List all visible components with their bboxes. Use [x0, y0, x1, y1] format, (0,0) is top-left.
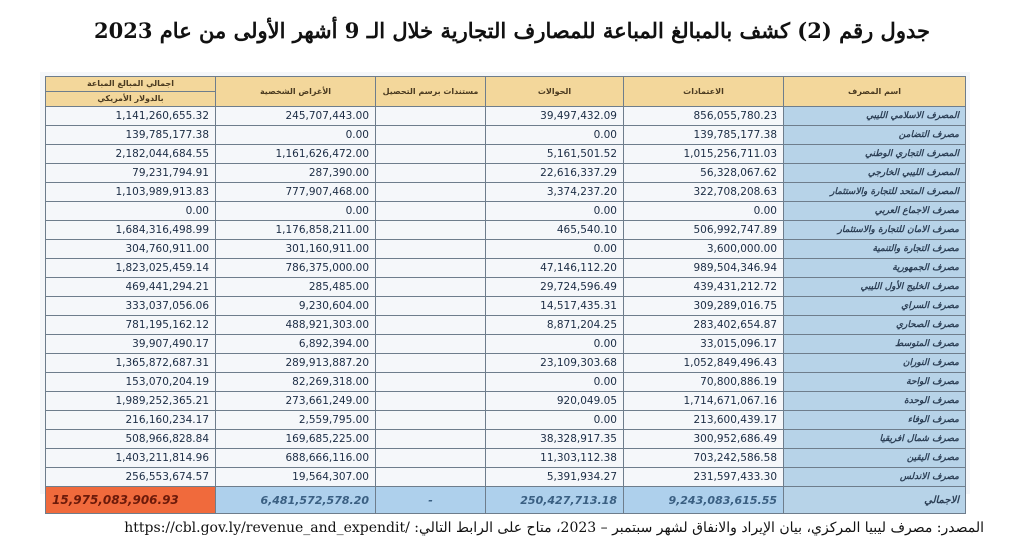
- table-row: [46, 240, 966, 259]
- cell-credits: 3,600,000.00: [624, 240, 784, 259]
- cell-collection: [376, 126, 486, 145]
- cell-credits: 856,055,780.23: [624, 107, 784, 126]
- cell-credits: 703,242,586.58: [624, 449, 784, 468]
- table-row: [46, 297, 966, 316]
- total-collection: -: [376, 487, 486, 514]
- cell-credits: 506,992,747.89: [624, 221, 784, 240]
- cell-bank-name: مصرف الخليج الأول الليبي: [784, 278, 966, 297]
- table-header-row: [46, 77, 966, 107]
- header-usd-total: [46, 77, 216, 107]
- cell-personal: 488,921,303.00: [216, 316, 376, 335]
- table-row: [46, 183, 966, 202]
- cell-personal: 777,907,468.00: [216, 183, 376, 202]
- cell-usd-total: 508,966,828.84: [46, 430, 216, 449]
- cell-personal: 9,230,604.00: [216, 297, 376, 316]
- table-row: [46, 449, 966, 468]
- cell-personal: 6,892,394.00: [216, 335, 376, 354]
- cell-bank-name: المصرف المتحد للتجارة والاستثمار: [784, 183, 966, 202]
- cell-collection: [376, 107, 486, 126]
- cell-personal: 287,390.00: [216, 164, 376, 183]
- cell-collection: [376, 468, 486, 487]
- cell-transfers: 465,540.10: [486, 221, 624, 240]
- table-row: [46, 430, 966, 449]
- cell-personal: 82,269,318.00: [216, 373, 376, 392]
- cell-bank-name: المصرف الاسلامي الليبي: [784, 107, 966, 126]
- table-row: [46, 316, 966, 335]
- cell-collection: [376, 411, 486, 430]
- cell-transfers: 920,049.05: [486, 392, 624, 411]
- cell-usd-total: 39,907,490.17: [46, 335, 216, 354]
- cell-bank-name: مصرف السراي: [784, 297, 966, 316]
- total-transfers: 250,427,713.18: [486, 487, 624, 514]
- cell-bank-name: مصرف الوحدة: [784, 392, 966, 411]
- cell-usd-total: 304,760,911.00: [46, 240, 216, 259]
- cell-personal: 2,559,795.00: [216, 411, 376, 430]
- header-transfers: الحوالات: [486, 77, 624, 107]
- cell-personal: 169,685,225.00: [216, 430, 376, 449]
- header-personal: الأغراض الشخصية: [216, 77, 376, 107]
- cell-bank-name: مصرف اليقين: [784, 449, 966, 468]
- table-row: [46, 411, 966, 430]
- cell-bank-name: مصرف الامان للتجارة والاستثمار: [784, 221, 966, 240]
- cell-usd-total: 1,989,252,365.21: [46, 392, 216, 411]
- cell-transfers: 14,517,435.31: [486, 297, 624, 316]
- cell-collection: [376, 202, 486, 221]
- cell-transfers: 11,303,112.38: [486, 449, 624, 468]
- cell-usd-total: 256,553,674.57: [46, 468, 216, 487]
- source-note: المصدر: مصرف ليبيا المركزي، بيان الإيراد والانفاق لشهر سبتمبر – 2023، متاح على الرابط التالي: /https://cbl.gov.ly/revenue_and_expendit: [124, 520, 984, 536]
- cell-collection: [376, 449, 486, 468]
- cell-credits: 0.00: [624, 202, 784, 221]
- cell-bank-name: مصرف النوران: [784, 354, 966, 373]
- cell-credits: 231,597,433.30: [624, 468, 784, 487]
- table-row: [46, 392, 966, 411]
- cell-credits: 1,052,849,496.43: [624, 354, 784, 373]
- cell-personal: 786,375,000.00: [216, 259, 376, 278]
- header-credits: الاعتمادات: [624, 77, 784, 107]
- cell-credits: 322,708,208.63: [624, 183, 784, 202]
- cell-transfers: 5,161,501.52: [486, 145, 624, 164]
- cell-transfers: 8,871,204.25: [486, 316, 624, 335]
- cell-personal: 289,913,887.20: [216, 354, 376, 373]
- cell-credits: 56,328,067.62: [624, 164, 784, 183]
- cell-transfers: 47,146,112.20: [486, 259, 624, 278]
- cell-collection: [376, 183, 486, 202]
- header-bank: اسم المصرف: [784, 77, 966, 107]
- cell-usd-total: 0.00: [46, 202, 216, 221]
- cell-usd-total: 79,231,794.91: [46, 164, 216, 183]
- cell-credits: 1,714,671,067.16: [624, 392, 784, 411]
- table-row: [46, 107, 966, 126]
- cell-collection: [376, 297, 486, 316]
- cell-credits: 33,015,096.17: [624, 335, 784, 354]
- table-row: [46, 373, 966, 392]
- cell-collection: [376, 145, 486, 164]
- cell-transfers: 22,616,337.29: [486, 164, 624, 183]
- cell-bank-name: مصرف التجارة والتنمية: [784, 240, 966, 259]
- cell-personal: 245,707,443.00: [216, 107, 376, 126]
- cell-personal: 688,666,116.00: [216, 449, 376, 468]
- table-row: [46, 259, 966, 278]
- cell-bank-name: مصرف الواحة: [784, 373, 966, 392]
- table-row: [46, 126, 966, 145]
- cell-credits: 439,431,212.72: [624, 278, 784, 297]
- cell-bank-name: مصرف التضامن: [784, 126, 966, 145]
- cell-personal: 1,161,626,472.00: [216, 145, 376, 164]
- cell-collection: [376, 373, 486, 392]
- cell-transfers: 0.00: [486, 335, 624, 354]
- cell-collection: [376, 316, 486, 335]
- total-personal: 6,481,572,578.20: [216, 487, 376, 514]
- cell-transfers: 0.00: [486, 373, 624, 392]
- cell-bank-name: مصرف الجمهورية: [784, 259, 966, 278]
- table-row: [46, 354, 966, 373]
- cell-usd-total: 781,195,162.12: [46, 316, 216, 335]
- cell-transfers: 29,724,596.49: [486, 278, 624, 297]
- table-row: [46, 221, 966, 240]
- cell-bank-name: مصرف الاجماع العربي: [784, 202, 966, 221]
- cell-bank-name: مصرف الصحاري: [784, 316, 966, 335]
- cell-transfers: 5,391,934.27: [486, 468, 624, 487]
- cell-personal: 273,661,249.00: [216, 392, 376, 411]
- cell-usd-total: 1,403,211,814.96: [46, 449, 216, 468]
- table-body: [46, 107, 966, 487]
- cell-transfers: 23,109,303.68: [486, 354, 624, 373]
- cell-personal: 0.00: [216, 202, 376, 221]
- cell-credits: 309,289,016.75: [624, 297, 784, 316]
- cell-personal: 285,485.00: [216, 278, 376, 297]
- cell-credits: 1,015,256,711.03: [624, 145, 784, 164]
- cell-usd-total: 153,070,204.19: [46, 373, 216, 392]
- cell-usd-total: 469,441,294.21: [46, 278, 216, 297]
- cell-credits: 989,504,346.94: [624, 259, 784, 278]
- total-row: [46, 487, 966, 514]
- cell-usd-total: 1,823,025,459.14: [46, 259, 216, 278]
- cell-transfers: 0.00: [486, 411, 624, 430]
- table-row: [46, 145, 966, 164]
- cell-credits: 139,785,177.38: [624, 126, 784, 145]
- cell-usd-total: 2,182,044,684.55: [46, 145, 216, 164]
- cell-transfers: 38,328,917.35: [486, 430, 624, 449]
- cell-bank-name: المصرف التجاري الوطني: [784, 145, 966, 164]
- cell-usd-total: 1,365,872,687.31: [46, 354, 216, 373]
- cell-personal: 301,160,911.00: [216, 240, 376, 259]
- page-title: جدول رقم (2) كشف بالمبالغ المباعة للمصارف التجارية خلال الـ 9 أشهر الأولى من عام 2023: [94, 18, 930, 43]
- cell-collection: [376, 221, 486, 240]
- cell-collection: [376, 278, 486, 297]
- cell-usd-total: 1,141,260,655.32: [46, 107, 216, 126]
- cell-collection: [376, 240, 486, 259]
- cell-transfers: 3,374,237.20: [486, 183, 624, 202]
- cell-usd-total: 1,103,989,913.83: [46, 183, 216, 202]
- cell-usd-total: 216,160,234.17: [46, 411, 216, 430]
- cell-personal: 19,564,307.00: [216, 468, 376, 487]
- total-label: الاجمالي: [784, 487, 966, 514]
- cell-collection: [376, 164, 486, 183]
- cell-collection: [376, 392, 486, 411]
- cell-transfers: 39,497,432.09: [486, 107, 624, 126]
- total-credits: 9,243,083,615.55: [624, 487, 784, 514]
- table-row: [46, 202, 966, 221]
- cell-collection: [376, 430, 486, 449]
- table-row: [46, 335, 966, 354]
- cell-bank-name: المصرف الليبي الخارجي: [784, 164, 966, 183]
- cell-transfers: 0.00: [486, 202, 624, 221]
- cell-transfers: 0.00: [486, 240, 624, 259]
- cell-bank-name: مصرف المتوسط: [784, 335, 966, 354]
- bank-sales-table: [45, 76, 966, 514]
- cell-personal: 1,176,858,211.00: [216, 221, 376, 240]
- table-row: [46, 468, 966, 487]
- cell-collection: [376, 335, 486, 354]
- header-usd-unit-label: بالدولار الأمريكي: [46, 91, 215, 106]
- cell-credits: 300,952,686.49: [624, 430, 784, 449]
- cell-transfers: 0.00: [486, 126, 624, 145]
- cell-collection: [376, 259, 486, 278]
- cell-usd-total: 333,037,056.06: [46, 297, 216, 316]
- header-usd-total-label: اجمالي المبالغ المباعة: [86, 79, 175, 88]
- cell-credits: 283,402,654.87: [624, 316, 784, 335]
- cell-collection: [376, 354, 486, 373]
- header-collection: مستندات برسم التحصيل: [376, 77, 486, 107]
- cell-personal: 0.00: [216, 126, 376, 145]
- total-usd: 15,975,083,906.93: [46, 487, 216, 514]
- cell-bank-name: مصرف الوفاء: [784, 411, 966, 430]
- cell-bank-name: مصرف الاندلس: [784, 468, 966, 487]
- cell-usd-total: 139,785,177.38: [46, 126, 216, 145]
- cell-bank-name: مصرف شمال افريقيا: [784, 430, 966, 449]
- table-row: [46, 164, 966, 183]
- cell-credits: 213,600,439.17: [624, 411, 784, 430]
- cell-usd-total: 1,684,316,498.99: [46, 221, 216, 240]
- cell-credits: 70,800,886.19: [624, 373, 784, 392]
- table-row: [46, 278, 966, 297]
